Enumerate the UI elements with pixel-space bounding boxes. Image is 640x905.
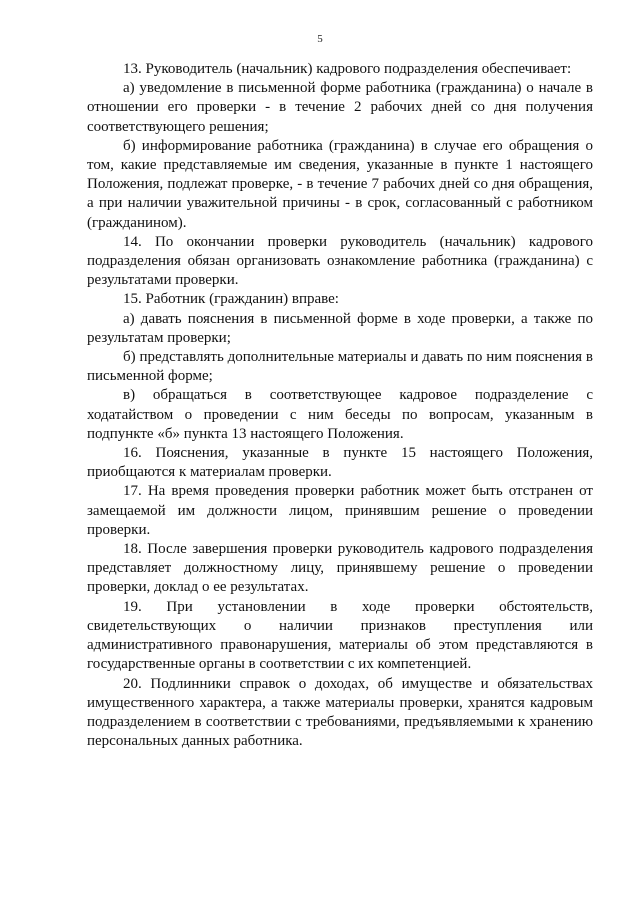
- paragraph-15-c: в) обращаться в соответствующее кадровое подразделение с ходатайством о проведении с ним беседы по вопросам, указанным в подпункте «б» пункта 13 настоящего Положения.: [87, 387, 593, 442]
- document-body: [87, 60, 593, 751]
- paragraph-15-heading: 15. Работник (гражданин) вправе:: [123, 291, 339, 308]
- paragraph-13-heading: 13. Руководитель (начальник) кадрового подразделения обеспечивает:: [123, 61, 572, 77]
- paragraph-19: 19. При установлении в ходе проверки обстоятельств, свидетельствующих о наличии признаков преступления или административного правонарушения, материалы об этом представляются в государственные органы в соответствии с их компетенцией.: [87, 598, 593, 673]
- paragraph-15-b: б) представлять дополнительные материалы и давать по ним пояснения в письменной форме;: [87, 349, 593, 385]
- paragraph-14: 14. По окончании проверки руководитель (начальник) кадрового подразделения обязан организовать ознакомление работника (гражданина) с результатами проверки.: [87, 233, 593, 289]
- page-number: 5: [317, 33, 323, 45]
- paragraph-13-b: б) информирование работника (гражданина) в случае его обращения о том, какие представляемые им сведения, указанные в пункте 1 настоящего Положения, подлежат проверке, - в течение 7 рабочих дней со дня обращения, а при наличии уважительной причины - в срок, согласованный с работником (гражданином).: [87, 137, 593, 231]
- paragraph-15-a: а) давать пояснения в письменной форме в ходе проверки, а также по результатам проверки;: [87, 310, 593, 346]
- paragraph-17: 17. На время проведения проверки работник может быть отстранен от замещаемой им должности лицом, принявшим решение о проведении проверки.: [87, 483, 593, 538]
- paragraph-20: 20. Подлинники справок о доходах, об имуществе и обязательствах имущественного характера, а также материалы проверки, хранятся кадровым подразделением в соответствии с требованиями, предъявляемыми к хранению персональных данных работника.: [87, 675, 593, 750]
- paragraph-13-a: а) уведомление в письменной форме работника (гражданина) о начале в отношении его проверки - в течение 2 рабочих дней со дня получения соответствующего решения;: [87, 80, 593, 135]
- paragraph-18: 18. После завершения проверки руководитель кадрового подразделения представляет должностному лицу, принявшему решение о проведении проверки, доклад о ее результатах.: [87, 541, 593, 596]
- paragraph-16: 16. Пояснения, указанные в пункте 15 настоящего Положения, приобщаются к материалам проверки.: [87, 445, 593, 481]
